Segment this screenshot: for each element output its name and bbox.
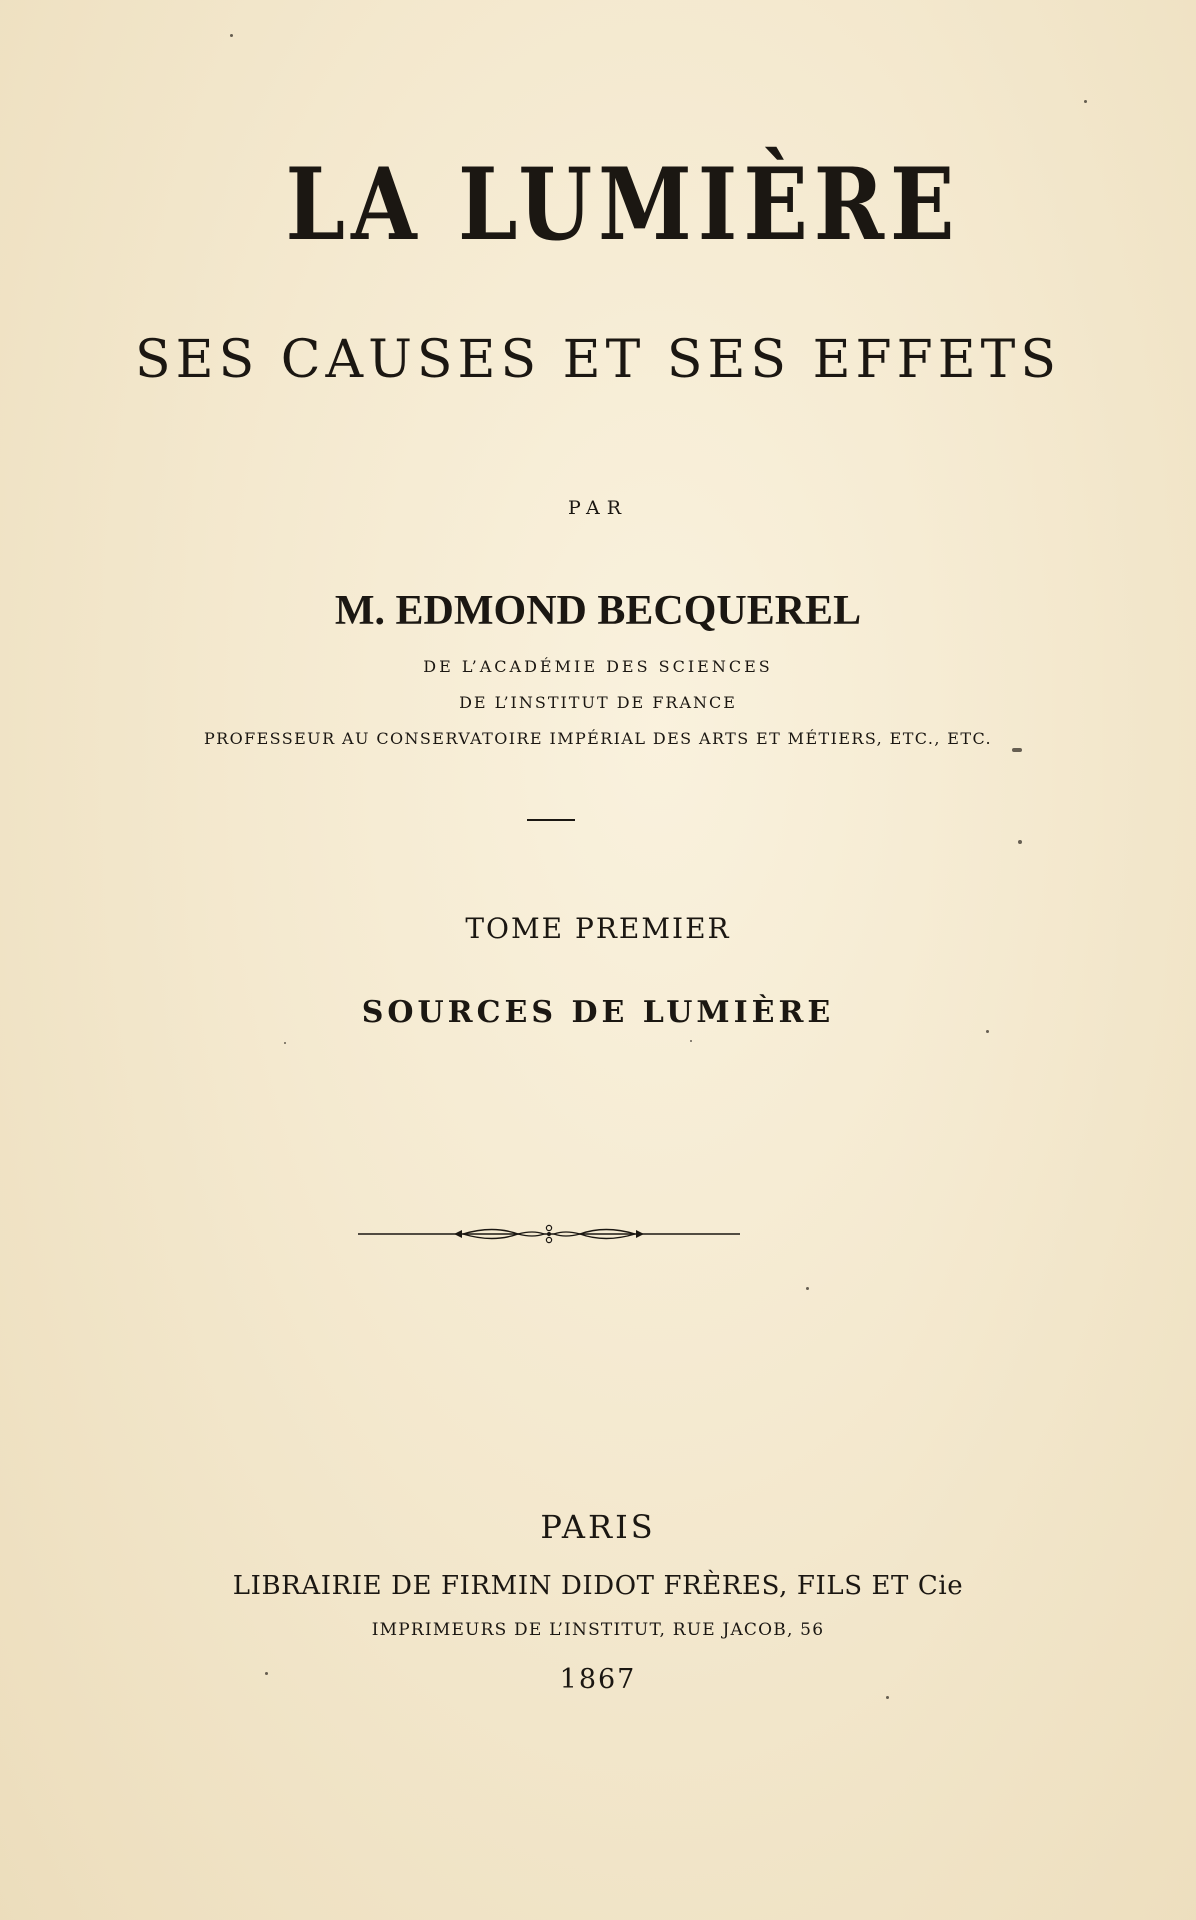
author-credential: DE L’ACADÉMIE DES SCIENCES [423,657,773,676]
book-title: LA LUMIÈRE [285,146,961,264]
by-line: PAR [567,497,629,519]
ornamental-divider-icon [358,1220,740,1248]
author-credential: DE L’INSTITUT DE FRANCE [459,693,737,712]
paper-speck [986,1030,989,1033]
paper-speck [690,1040,692,1042]
imprint-year: 1867 [559,1664,637,1695]
author-name: M. EDMOND BECQUEREL [334,588,862,634]
paper-speck [1012,748,1022,752]
imprint-city: PARIS [540,1508,656,1546]
volume-title: SOURCES DE LUMIÈRE [361,995,835,1030]
paper-speck [1018,840,1022,844]
volume-label: TOME PREMIER [465,912,731,945]
paper-speck [886,1696,889,1699]
author-credential: PROFESSEUR AU CONSERVATOIRE IMPÉRIAL DES ARTS ET MÉTIERS, ETC., ETC. [203,729,993,748]
book-subtitle: SES CAUSES ET SES EFFETS [135,330,1061,390]
paper-speck [1084,100,1087,103]
paper-speck [230,34,233,37]
imprint-printers: IMPRIMEURS DE L’INSTITUT, RUE JACOB, 56 [371,1620,825,1640]
paper-speck [265,1672,268,1675]
short-divider-rule [527,819,575,821]
imprint-publisher: LIBRAIRIE DE FIRMIN DIDOT FRÈRES, FILS ET Cie [232,1571,964,1601]
paper-speck [806,1287,809,1290]
paper-speck [284,1042,286,1044]
